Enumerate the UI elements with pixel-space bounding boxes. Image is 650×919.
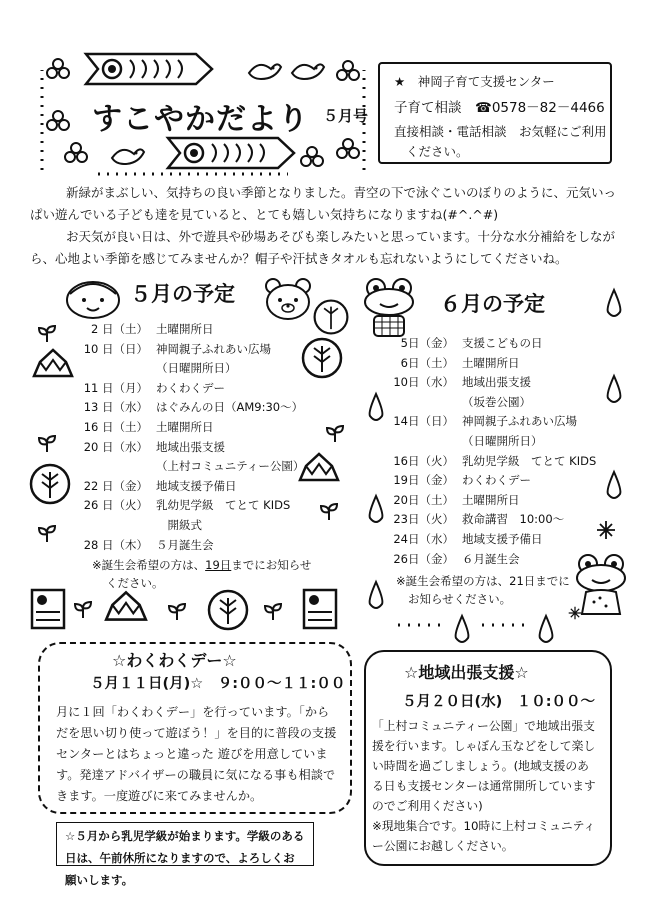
sprout-icon	[262, 600, 284, 622]
frog-character-icon	[572, 552, 630, 622]
leaf-circle-icon	[206, 588, 250, 632]
sprout-icon	[318, 500, 340, 522]
intro-paragraph-1: 新緑がまぶしい、気持ちの良い季節となりました。青空の下で泳ぐこいのぼりのように、元気いっぱい遊んでいる子ども達を見ていると、とても嬉しい気持ちになりますね(#^.^#)	[30, 185, 617, 222]
schedule-event: 土曜開所日	[462, 492, 520, 507]
schedule-event: 開級式	[156, 518, 202, 532]
raindrop-icon	[606, 374, 622, 404]
raindrop-icon	[606, 470, 622, 500]
may-birthday-note	[92, 556, 322, 592]
june-schedule-row	[380, 334, 543, 353]
sprout-icon	[36, 522, 58, 544]
june-schedule-row	[380, 550, 520, 569]
june-birthday-note	[396, 572, 596, 608]
schedule-date: 10日（水）	[393, 375, 454, 390]
outreach-body: 「上村コミュニティー公園」で地域出張支援を行います。しゃぼん玉などをして楽しい時間を過ごしましょう。(地域支援のある日も支援センターは通常開所していますのでご利用ください)	[372, 719, 596, 813]
schedule-event: 神岡親子ふれあい広場	[462, 414, 577, 429]
sprout-icon	[36, 322, 58, 344]
schedule-event: 救命講習 10:00～	[462, 512, 565, 527]
schedule-event: 土曜開所日	[156, 322, 214, 336]
raindrop-icon	[454, 614, 470, 644]
outreach-note: ※現地集合です。10時に上村コミュニティー公園にお越しください。	[372, 819, 596, 853]
june-note-text: お知らせください。	[408, 592, 512, 606]
schedule-date: 20日（土）	[393, 492, 454, 507]
schedule-date: 28 日（木）	[83, 537, 148, 552]
may-schedule-row	[70, 536, 214, 555]
schedule-date: 26 日（火）	[83, 498, 148, 513]
may-schedule-row	[70, 379, 225, 398]
kabuto-icon	[30, 346, 76, 380]
bear-face-icon	[262, 276, 314, 322]
phone-number: 子育て相談 ☎0578－82－4466	[394, 100, 605, 116]
may-note-text: ください。	[106, 576, 164, 590]
schedule-date: 22 日（金）	[83, 478, 148, 493]
june-schedule-row	[380, 354, 520, 373]
schedule-event: 支援こどもの日	[462, 336, 543, 350]
schedule-event: ５月誕生会	[156, 537, 214, 552]
schedule-event: 土曜開所日	[462, 355, 520, 370]
schedule-event: 地域支援予備日	[462, 532, 543, 546]
schedule-date: 19日（金）	[393, 473, 454, 488]
june-schedule-row	[380, 510, 564, 529]
outreach-time: ５月２０日(水) １０:００～	[402, 694, 596, 710]
schedule-event: 乳幼児学級 てとて KIDS	[156, 498, 291, 513]
raindrop-icon	[368, 580, 384, 610]
schedule-date: 16 日（土）	[83, 420, 148, 434]
schedule-event: わくわくデー	[156, 380, 225, 395]
raindrop-icon	[606, 288, 622, 318]
june-schedule-row	[380, 412, 577, 431]
frog-character-icon	[360, 276, 418, 342]
schedule-date: 14日（日）	[393, 414, 454, 429]
dots-decoration	[396, 620, 446, 630]
may-schedule-row	[70, 457, 304, 476]
sprout-icon	[36, 432, 58, 454]
contact-note-line2: ください。	[406, 144, 469, 159]
may-schedule-row	[70, 477, 237, 496]
center-name: ★ 神岡子育て支援センター	[394, 74, 555, 89]
raindrop-icon	[368, 494, 384, 524]
may-note-text: までにお知らせ	[231, 558, 312, 572]
may-schedule-row	[70, 438, 225, 457]
june-schedule-title: ６月の予定	[440, 292, 545, 316]
schedule-event: わくわくデー	[462, 473, 531, 488]
may-schedule-row	[70, 398, 303, 417]
schedule-date: 23日（火）	[393, 512, 454, 527]
schedule-event: （上村コミュニティー公園）	[156, 459, 305, 474]
contact-note-line1: 直接相談・電話相談 お気軽にご利用	[394, 124, 607, 139]
sprout-icon	[324, 422, 346, 444]
may-schedule-row	[70, 340, 271, 359]
koinobori-icon	[28, 586, 68, 632]
schedule-date: 13 日（水）	[83, 400, 148, 415]
schedule-date: 11 日（月）	[83, 380, 148, 395]
wakuwaku-time: ５月１１日(月)☆ ９:００～１１:００	[90, 676, 346, 692]
june-schedule-row	[380, 530, 543, 549]
sprout-icon	[166, 600, 188, 622]
may-schedule-row	[70, 516, 202, 535]
may-schedule-row	[70, 496, 290, 515]
schedule-event: ６月誕生会	[462, 551, 520, 566]
wakuwaku-body: 月に１回「わくわくデー」を行っています。「からだを思い切り使って遊ぼう！」を目的に普段の支援センターとはちょっと違った 遊びを用意しています。発達アドバイザーの職員に気になる事も相談できます。一度遊びに来てみませんか。	[56, 705, 337, 803]
june-schedule-row	[380, 452, 596, 471]
june-schedule-row	[380, 393, 531, 412]
schedule-event: 神岡親子ふれあい広場	[156, 341, 271, 356]
june-schedule-row	[380, 491, 520, 510]
schedule-event: （日曜開所日）	[462, 434, 543, 448]
intro-paragraph-2: お天気が良い日は、外で遊具や砂場あそびも楽しみたいと思っています。十分な水分補給をしながら、心地よい季節を感じてみませんか？帽子や汗拭きタオルも忘れないようにしてくださいね。	[30, 229, 616, 266]
newsletter-title: すこやかだより	[92, 102, 309, 137]
schedule-date: 16日（火）	[393, 453, 454, 468]
schedule-event: 地域支援予備日	[156, 478, 237, 493]
leaf-circle-icon	[312, 298, 350, 336]
schedule-date: 24日（水）	[393, 532, 454, 546]
wakuwaku-title: ☆わくわくデー☆	[112, 651, 237, 670]
contact-box	[378, 62, 612, 164]
may-note-deadline: 19日	[205, 558, 232, 572]
schedule-event: はぐみんの日（AM9:30～）	[156, 400, 304, 415]
june-schedule-row	[380, 373, 531, 392]
sparkle-icon	[596, 520, 616, 540]
june-note-text: ※誕生会希望の方は、21日までに	[396, 574, 570, 588]
schedule-date: 10 日（日）	[83, 341, 148, 356]
koinobori-icon	[300, 586, 340, 632]
girl-face-icon	[62, 278, 124, 320]
schedule-date: 5日（金）	[400, 336, 454, 350]
may-schedule-title: ５月の予定	[130, 282, 235, 306]
may-schedule-row	[70, 320, 214, 339]
issue-label: ５月号	[323, 107, 369, 125]
schedule-event: 地域出張支援	[156, 439, 225, 454]
june-schedule-row	[380, 432, 543, 451]
may-schedule-row	[70, 359, 237, 378]
schedule-event: （坂巻公園）	[462, 394, 531, 409]
schedule-event: 乳幼児学級 てとて KIDS	[462, 453, 597, 468]
raindrop-icon	[368, 392, 384, 422]
raindrop-icon	[538, 614, 554, 644]
schedule-date: 2 日（土）	[91, 322, 148, 336]
dots-decoration	[480, 620, 530, 630]
schedule-event: 土曜開所日	[156, 420, 214, 434]
may-note-text: ※誕生会希望の方は、	[92, 558, 206, 572]
leaf-circle-icon	[300, 336, 344, 380]
intro-text	[30, 182, 625, 270]
outreach-title: ☆地域出張支援☆	[404, 663, 529, 682]
schedule-date: 20 日（水）	[83, 439, 148, 454]
kabuto-icon	[102, 588, 150, 624]
june-schedule-row	[380, 471, 531, 490]
leaf-circle-icon	[28, 462, 72, 506]
kabuto-icon	[296, 450, 342, 484]
schedule-event: （日曜開所日）	[156, 361, 237, 376]
schedule-event: 地域出張支援	[462, 375, 531, 390]
schedule-date: 6日（土）	[400, 355, 454, 370]
bottom-notice: ☆５月から乳児学級が始まります。学級のある日は、午前休所になりますので、よろしくお願いします。	[56, 822, 314, 866]
sprout-icon	[72, 598, 94, 620]
may-schedule-row	[70, 418, 214, 437]
schedule-date: 26日（金）	[393, 551, 454, 566]
